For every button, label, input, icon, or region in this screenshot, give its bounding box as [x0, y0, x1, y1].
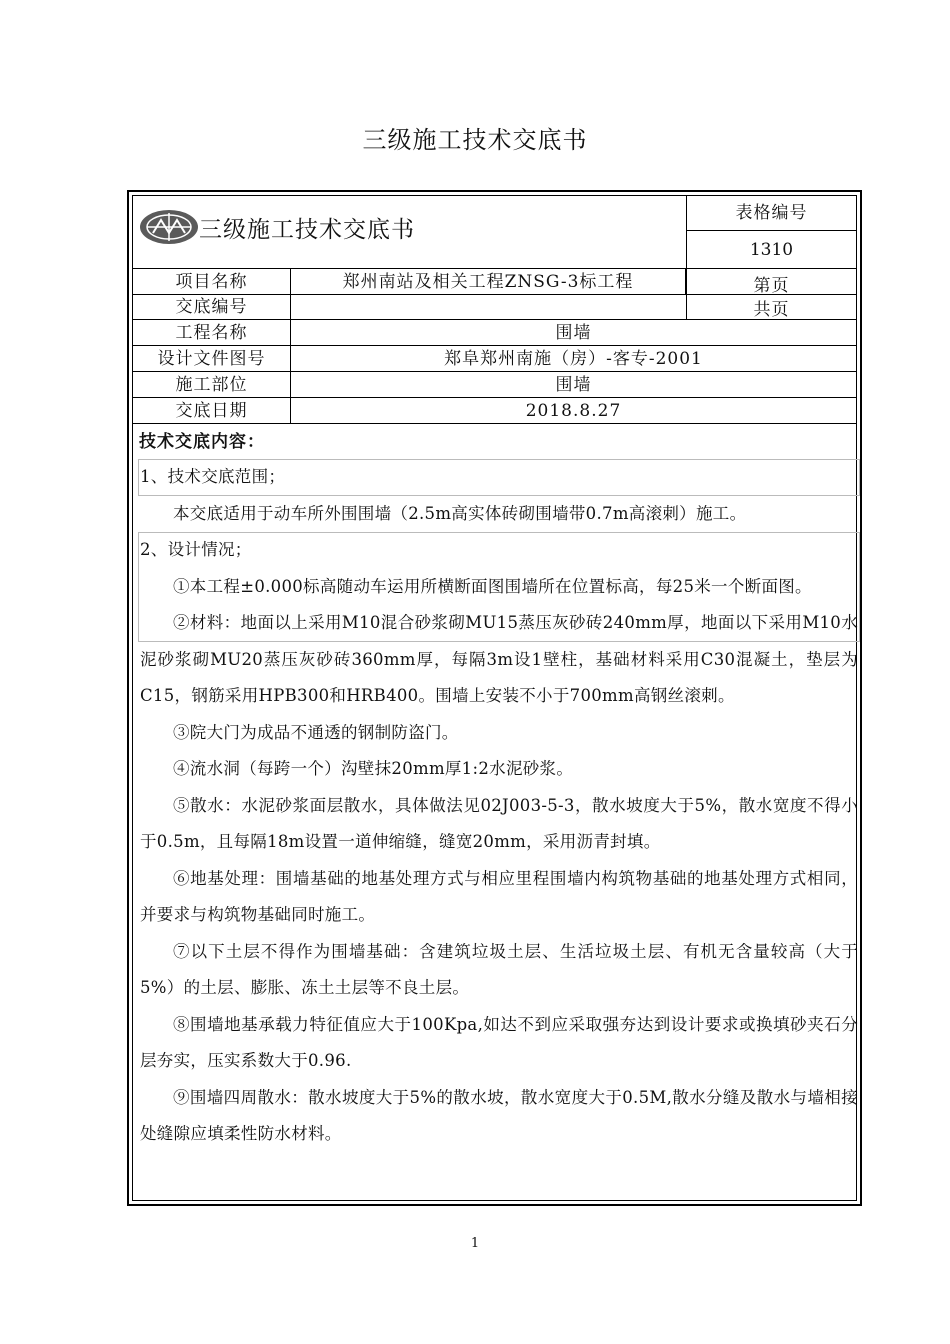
disclosure-form — [127, 190, 862, 1206]
design-item: ⑥地基处理：围墙基础的地基处理方式与相应里程围墙内构筑物基础的地基处理方式相同，并要求与构筑物基础同时施工。 — [140, 868, 858, 924]
field-value: 郑州南站及相关工程ZNSG-3标工程 — [291, 269, 686, 294]
field-value: 郑阜郑州南施（房）-客专-2001 — [444, 348, 703, 369]
field-value: 2018.8.27 — [525, 400, 622, 421]
total-pages-label: 共页 — [753, 300, 790, 320]
field-row-disclosure-date — [133, 398, 856, 424]
design-item: ②材料：地面以上采用M10混合砂浆砌MU15蒸压灰砂砖240mm厚，地面以下采用M10水泥砂浆砌MU20蒸压灰砂砖360mm厚，每隔3m设1壁柱，基础材料采用C30混凝土，垫层为C15，钢筋采用HPB300和HRB400。围墙上安装不小于700mm高钢丝滚刺。 — [140, 613, 858, 705]
field-row-drawing-no — [133, 346, 856, 372]
design-item: ③院大门为成品不通透的钢制防盗门。 — [173, 722, 459, 742]
design-item: ④流水洞（每跨一个）沟壁抹20mm厚1:2水泥砂浆。 — [173, 759, 574, 778]
field-row-disclosure-no — [133, 295, 686, 320]
form-number-box — [686, 196, 856, 268]
company-logo-icon — [139, 208, 199, 246]
field-row-construction-part — [133, 372, 856, 398]
form-header-row — [133, 196, 856, 269]
field-row-project-name — [133, 269, 856, 295]
field-value: 围墙 — [555, 322, 592, 343]
section1-text: 本交底适用于动车所外围围墙（2.5m高实体砖砌围墙带0.7m高滚刺）施工。 — [173, 503, 747, 523]
field-value — [291, 295, 686, 319]
form-inner-border — [132, 195, 857, 1201]
page-title: 三级施工技术交底书 — [362, 126, 588, 154]
design-item: ⑧围墙地基承载力特征值应大于100Kpa,如达不到应采取强夯达到设计要求或换填砂夹石分层夯实，压实系数大于0.96. — [140, 1014, 858, 1070]
content-body — [140, 459, 858, 1153]
design-item: ⑨围墙四周散水：散水坡度大于5%的散水坡，散水宽度大于0.5M,散水分缝及散水与墙相接处缝隙应填柔性防水材料。 — [140, 1087, 858, 1143]
design-item: ①本工程±0.000标高随动车运用所横断面图围墙所在位置标高，每25米一个断面图。 — [173, 576, 812, 596]
design-item: ⑦以下土层不得作为围墙基础：含建筑垃圾土层、生活垃圾土层、有机无含量较高（大于5%）的土层、膨胀、冻土土层等不良土层。 — [140, 941, 858, 997]
field-label: 项目名称 — [133, 269, 291, 294]
section1-title: 1、技术交底范围； — [140, 467, 286, 486]
field-label: 交底日期 — [133, 398, 291, 423]
form-number-value: 1310 — [749, 239, 794, 260]
field-value: 围墙 — [555, 374, 592, 395]
section2-title: 2、设计情况； — [140, 540, 252, 559]
design-item: ⑤散水：水泥砂浆面层散水，具体做法见02J003-5-3，散水坡度大于5%，散水宽度不得小于0.5m，且每隔18m设置一道伸缩缝，缝宽20mm，采用沥青封填。 — [140, 795, 858, 851]
field-label: 施工部位 — [133, 372, 291, 397]
content-heading: 技术交底内容： — [139, 432, 265, 452]
page-label: 第页 — [753, 276, 790, 296]
form-number-label: 表格编号 — [687, 196, 856, 231]
form-header-title: 三级施工技术交底书 — [199, 217, 415, 243]
field-label: 工程名称 — [133, 320, 291, 345]
field-label: 设计文件图号 — [133, 346, 291, 371]
field-label: 交底编号 — [133, 295, 291, 319]
page-number: 1 — [470, 1236, 480, 1251]
field-row-work-name — [133, 320, 856, 346]
